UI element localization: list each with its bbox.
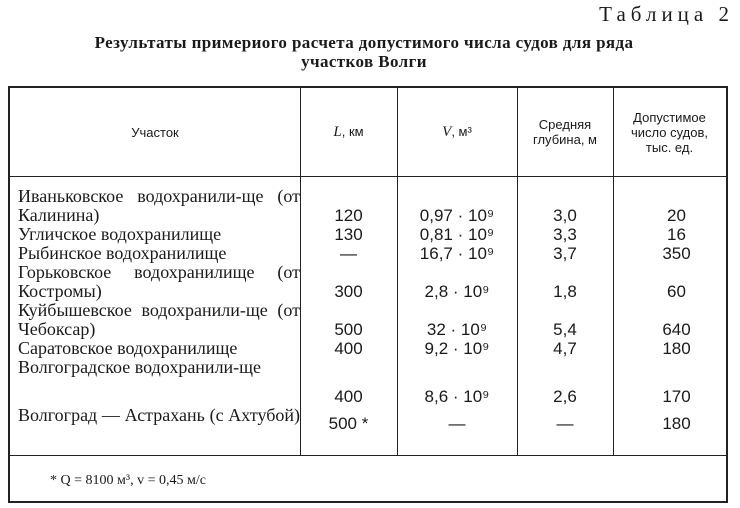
ships-value: 180 [662,414,691,433]
table-row [10,244,726,263]
section-name: Куйбышевское водохранили-ще (от Чебоксар) [18,300,300,339]
footer-rule [10,455,726,456]
volume-value: 2,8 · 10⁹ [424,282,490,301]
header-ships: Допустимое число судов, тыс. ед. [630,109,708,155]
section-name: Рыбинское водохранилище [18,243,227,263]
section-name: Волгоград — Астрахань (с Ахтубой) [18,405,300,425]
depth-value: — [556,414,574,433]
volume-value: 32 · 10⁹ [426,320,488,339]
header-length-unit: , км [341,124,364,139]
volume-value: 16,7 · 10⁹ [419,244,495,263]
header-volume-unit: , м³ [451,124,472,139]
volume-value: — [448,414,466,433]
volume-value: 0,81 · 10⁹ [419,225,495,244]
depth-value: 3,3 [553,225,577,244]
table-row [10,406,726,444]
ships-value: 180 [662,339,691,358]
header-volume-var: V [442,124,452,140]
header-section: Участок [131,124,179,140]
ships-value: 640 [662,320,691,339]
table-title-line-1: Результаты примериого расчета допустимого числа судов для ряда [94,33,634,52]
depth-value: 3,0 [553,206,577,225]
section-name: Волгоградское водохранили-ще [18,357,262,377]
header-length [300,88,397,176]
ships-value: 170 [662,387,691,406]
section-name: Горьковское водохранилище (от Костромы) [18,262,300,301]
volume-value: 0,97 · 10⁹ [419,206,495,225]
length-value: 300 [334,282,363,301]
table-row [10,358,726,406]
volume-value: 9,2 · 10⁹ [424,339,490,358]
depth-value: 2,6 [553,387,577,406]
ships-value: 20 [667,206,686,225]
section-name: Угличское водохранилище [18,224,222,244]
table-title-line-2: участков Волги [301,52,427,71]
depth-value: 5,4 [553,320,577,339]
length-value: — [340,244,357,263]
length-value: 500 * [328,414,369,433]
depth-value: 4,7 [553,339,577,358]
table-title [0,33,728,71]
table-row [10,301,726,339]
table-row [10,225,726,244]
data-table [8,86,728,503]
table-row [10,339,726,358]
table-row [10,263,726,301]
header-volume [397,88,517,176]
depth-value: 1,8 [553,282,577,301]
footnote: * Q = 8100 м³, v = 0,45 м/с [50,473,206,488]
table-number-label: Таблица 2 [599,2,734,26]
ships-value: 350 [662,244,691,263]
section-name: Саратовское водохранилище [18,338,238,358]
length-value: 120 [334,206,363,225]
length-value: 130 [334,225,363,244]
depth-value: 3,7 [553,244,577,263]
volume-value: 8,6 · 10⁹ [424,387,490,406]
section-name: Иваньковское водохранили-ще (от Калинина) [18,186,300,225]
ships-value: 16 [667,225,686,244]
header-depth: Средняя глубина, м [533,117,597,147]
header-length-var: L [333,124,342,140]
table-row [10,187,726,225]
length-value: 400 [334,339,363,358]
ships-value: 60 [667,282,686,301]
length-value: 500 [334,320,363,339]
length-value: 400 [334,387,363,406]
header-rule [10,176,726,177]
